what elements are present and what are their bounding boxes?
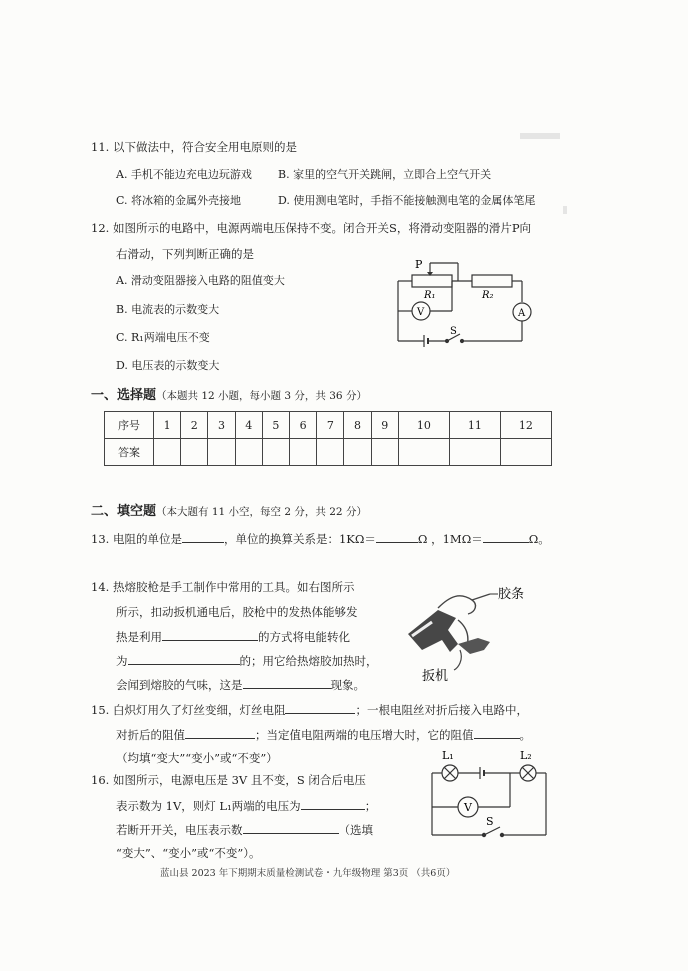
answer-cell-2[interactable] — [181, 439, 208, 466]
q14-line3 — [116, 628, 350, 645]
q16-blank-reading[interactable] — [243, 821, 339, 834]
answer-cell-3[interactable] — [208, 439, 235, 466]
section2-note: （本大题有 11 小空，每空 2 分，共 22 分） — [156, 506, 367, 518]
q12-option-a: A. 滑动变阻器接入电路的阻值变大 — [116, 274, 285, 287]
answer-cell-7[interactable] — [317, 439, 344, 466]
q15-text-1a: 15. 白炽灯用久了灯丝变细，灯丝电阻 — [91, 703, 286, 717]
q16-text-2b: ； — [364, 799, 377, 813]
q15-blank-folded[interactable] — [185, 726, 255, 739]
q12-label-v: V — [417, 307, 425, 318]
answer-cell-1[interactable] — [154, 439, 181, 466]
q12-stem-line2: 右滑动，下列判断正确的是 — [116, 247, 254, 261]
q11-option-a: A. 手机不能边充电边玩游戏 — [116, 168, 252, 181]
q15-text-2a: 对折后的阻值 — [116, 728, 185, 742]
scan-speck — [520, 133, 560, 139]
q12-circuit-diagram — [390, 255, 550, 355]
answer-table-number-4: 4 — [235, 412, 262, 439]
answer-cell-4[interactable] — [235, 439, 262, 466]
answer-table-number-5: 5 — [262, 412, 289, 439]
answer-table-number-12: 12 — [500, 412, 551, 439]
q14-glue-gun-image — [398, 580, 548, 688]
answer-table-number-11: 11 — [449, 412, 500, 439]
q15-line1 — [91, 701, 528, 718]
section1-heading — [91, 384, 367, 403]
answer-table-number-6: 6 — [290, 412, 317, 439]
answer-cell-12[interactable] — [500, 439, 551, 466]
q15-text-2c: 。 — [519, 728, 531, 742]
section2-heading — [91, 500, 367, 519]
q14-label-glue-stick: 胶条 — [498, 587, 525, 602]
q13-text-3: Ω ，1MΩ＝ — [417, 532, 483, 546]
q14-text-4b: 的；用它给热熔胶加热时， — [239, 654, 378, 668]
q12-label-p: P — [415, 258, 423, 271]
answer-table-number-7: 7 — [317, 412, 344, 439]
q12-option-d: D. 电压表的示数变大 — [116, 359, 220, 372]
q16-text-3b: （选填 — [338, 823, 373, 837]
q11-option-b: B. 家里的空气开关跳闸，立即合上空气开关 — [278, 168, 492, 181]
q16-line1: 16. 如图所示，电源电压是 3V 且不变，S 闭合后电压 — [91, 773, 366, 787]
q13-text-2: ，单位的换算关系是：1KΩ＝ — [223, 532, 376, 546]
answer-cell-9[interactable] — [371, 439, 398, 466]
answer-table-number-1: 1 — [154, 412, 181, 439]
q16-label-v: V — [464, 801, 472, 814]
q16-label-s: S — [486, 815, 494, 828]
q14-text-3a: 热是利用 — [116, 630, 162, 644]
q12-option-b: B. 电流表的示数变大 — [116, 303, 220, 316]
q14-blank-phenomenon[interactable] — [243, 676, 331, 689]
q12-label-a: A — [518, 308, 526, 319]
answer-table-number-3: 3 — [208, 412, 235, 439]
q14-text-5b: 现象。 — [330, 678, 365, 692]
q11-stem: 11. 以下做法中，符合安全用电原则的是 — [91, 140, 297, 154]
answer-table-number-2: 2 — [181, 412, 208, 439]
answer-table — [104, 411, 552, 466]
q13-text-1: 13. 电阻的单位是 — [91, 532, 182, 546]
answer-table-number-8: 8 — [344, 412, 371, 439]
q16-label-l1: L₁ — [442, 749, 454, 762]
section1-note: （本题共 12 小题，每小题 3 分，共 36 分） — [156, 390, 367, 402]
q14-line5 — [116, 676, 365, 693]
q15-text-1b: ；一根电阻丝对折后接入电路中， — [355, 703, 528, 717]
answer-table-number-row — [105, 412, 552, 439]
answer-cell-8[interactable] — [344, 439, 371, 466]
q16-label-l2: L₂ — [520, 749, 532, 762]
q15-line3: （均填“变大”“变小”或“不变”） — [116, 751, 278, 765]
q14-blank-method[interactable] — [162, 628, 258, 641]
q16-line4: “变大”、“变小”或“不变”）。 — [116, 846, 261, 860]
q13-line — [91, 530, 550, 547]
q14-blank-energy[interactable] — [128, 652, 240, 665]
page-footer: 蓝山县 2023 年下期期末质量检测试卷・九年级物理 第3页 （共6页） — [160, 868, 456, 879]
answer-cell-10[interactable] — [398, 439, 449, 466]
q15-blank-resistance[interactable] — [285, 701, 355, 714]
answer-table-number-10: 10 — [398, 412, 449, 439]
q11-option-c: C. 将冰箱的金属外壳接地 — [116, 194, 242, 207]
q12-label-r1: R₁ — [424, 290, 436, 301]
q13-blank-kohm[interactable] — [376, 530, 418, 543]
q12-stem-line1: 12. 如图所示的电路中，电源两端电压保持不变。闭合开关S，将滑动变阻器的滑片P向 — [91, 221, 532, 235]
q13-text-4: Ω。 — [528, 532, 550, 546]
q14-text-4a: 为 — [116, 654, 128, 668]
section1-title: 一、选择题 — [91, 388, 157, 403]
q14-text-3b: 的方式将电能转化 — [258, 630, 350, 644]
scan-speck — [563, 206, 567, 214]
q16-line3 — [116, 821, 373, 838]
section2-title: 二、填空题 — [91, 504, 157, 519]
q16-circuit-diagram — [424, 745, 554, 847]
q14-line4 — [116, 652, 378, 669]
answer-table-number-9: 9 — [371, 412, 398, 439]
q14-label-trigger: 扳机 — [422, 669, 449, 684]
q16-text-3a: 若断开开关，电压表示数 — [116, 823, 243, 837]
q15-line2 — [116, 726, 531, 743]
q13-blank-unit[interactable] — [182, 530, 224, 543]
q12-label-s: S — [450, 326, 457, 337]
q16-text-2a: 表示数为 1V，则灯 L₁两端的电压为 — [116, 799, 301, 813]
q14-text-5: 会闻到熔胶的气味，这是 — [116, 678, 243, 692]
q15-blank-fixed[interactable] — [474, 726, 520, 739]
q11-option-d: D. 使用测电笔时，手指不能接触测电笔的金属体笔尾 — [278, 194, 536, 207]
answer-table-row-header: 序号 — [105, 412, 154, 439]
q14-line2: 所示，扣动扳机通电后，胶枪中的发热体能够发 — [116, 605, 358, 619]
q16-line2 — [116, 797, 376, 814]
q12-option-c: C. R₁两端电压不变 — [116, 331, 210, 344]
q13-blank-mohm[interactable] — [483, 530, 529, 543]
q16-blank-voltage[interactable] — [301, 797, 365, 810]
q14-line1: 14. 热熔胶枪是手工制作中常用的工具。如右图所示 — [91, 580, 355, 594]
q15-text-2b: ；当定值电阻两端的电压增大时，它的阻值 — [255, 728, 474, 742]
answer-cell-5[interactable] — [262, 439, 289, 466]
answer-table-answer-header: 答案 — [105, 439, 154, 466]
q12-label-r2: R₂ — [482, 290, 494, 301]
answer-cell-11[interactable] — [449, 439, 500, 466]
answer-table-answer-row — [105, 439, 552, 466]
answer-cell-6[interactable] — [290, 439, 317, 466]
